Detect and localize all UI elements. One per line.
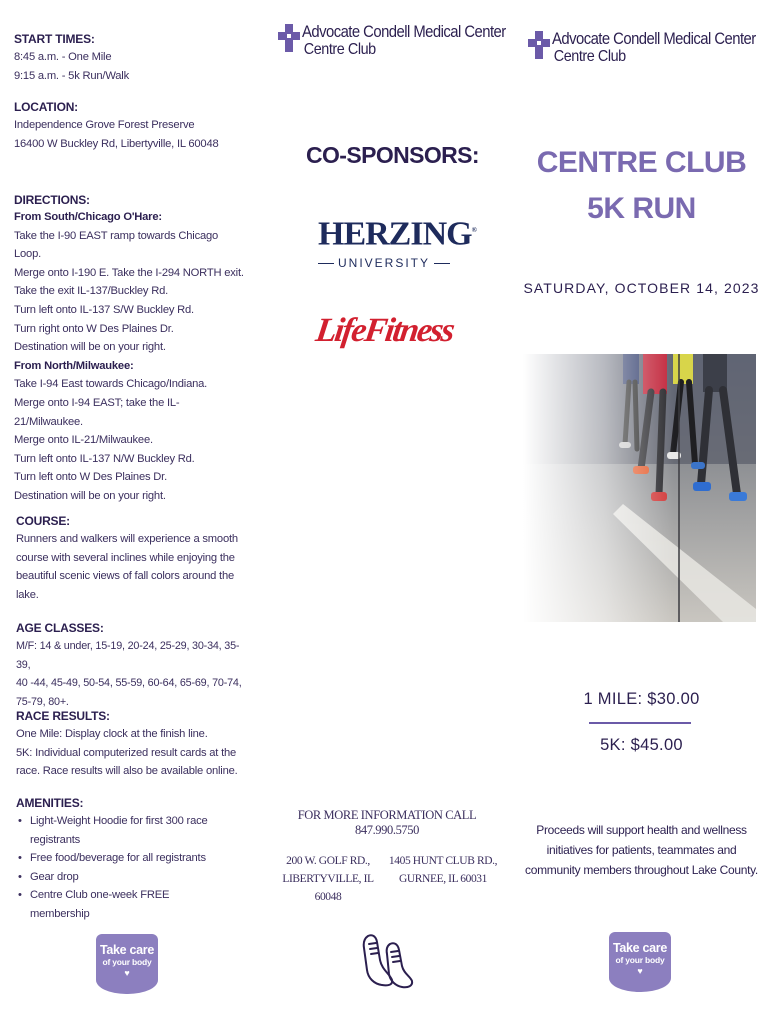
logo-sub: Centre Club (303, 41, 376, 58)
herzing-sub: UNIVERSITY (337, 256, 430, 271)
age-classes-line: 75-79, 80+. (16, 695, 69, 708)
age-classes-line: M/F: 14 & under, 15-19, 20-24, 25-29, 30-34, 35-39, (16, 640, 240, 671)
directions-line: Merge onto I-94 EAST; take the IL-21/Milwaukee. (14, 396, 180, 428)
running-shoes-icon (360, 930, 416, 990)
amenities-section (16, 796, 225, 924)
amenity-item: • Centre Club one-week FREE membership (18, 886, 225, 923)
directions-line: Destination will be on your right. (14, 489, 166, 502)
directions-line: Merge onto I-190 E. Take the I-294 NORTH exit. (14, 266, 244, 279)
event-title-line2: 5K RUN (587, 192, 696, 225)
directions-south-heading: From South/Chicago O'Hare: (14, 211, 162, 223)
race-results-section (16, 709, 247, 781)
directions-line: Turn left onto IL-137 S/W Buckley Rd. (14, 303, 194, 316)
course-heading: COURSE: (16, 514, 70, 528)
directions-line: Turn left onto W Des Plaines Dr. (14, 471, 167, 484)
address-libertyville (268, 852, 388, 906)
left-panel (0, 0, 255, 1024)
badge-line1: Take care (99, 943, 155, 957)
logo-name: Advocate Condell Medical Center (302, 23, 506, 41)
directions-north-heading: From North/Milwaukee: (14, 359, 134, 372)
herzing-name: HERZING (318, 215, 472, 253)
logo-name: Advocate Condell Medical Center (552, 30, 756, 48)
start-times-heading: START TIMES: (14, 32, 95, 46)
proceeds-line: initiatives for patients, teammates and (546, 843, 737, 857)
directions-line: Turn right onto W Des Plaines Dr. (14, 322, 174, 335)
age-classes-line: 40 -44, 45-49, 50-54, 55-59, 60-64, 65-69, 70-74, (16, 677, 242, 690)
course-section (16, 514, 247, 604)
address-gurnee (388, 852, 498, 888)
medical-cross-icon (278, 24, 300, 52)
location-address: 16400 W Buckley Rd, Libertyville, IL 60048 (14, 137, 219, 150)
advocate-logo (528, 31, 770, 65)
age-classes-section (16, 621, 247, 711)
badge-line2: of your body (615, 955, 665, 965)
race-results-line: 5K: Individual computerized result cards at the (16, 746, 237, 759)
location-section (14, 100, 247, 153)
event-date: SATURDAY, OCTOBER 14, 2023 (523, 280, 760, 296)
take-care-badge (96, 934, 158, 994)
price-divider (589, 722, 691, 724)
price-one-mile: 1 MILE: $30.00 (583, 690, 700, 708)
heart-icon: ♥ (124, 968, 130, 978)
directions-line: Take the I-90 EAST ramp towards Chicago Loop. (14, 229, 219, 261)
info-line: FOR MORE INFORMATION CALL 847.990.5750 (297, 808, 477, 837)
registered-mark: ® (471, 226, 476, 234)
race-results-line: One Mile: Display clock at the finish line. (16, 728, 208, 740)
proceeds-line: Proceeds will support health and wellness (536, 823, 747, 837)
start-time-5k: 9:15 a.m. - 5k Run/Walk (14, 69, 129, 82)
runners-photo (523, 354, 756, 622)
right-panel (513, 0, 770, 1024)
middle-panel (258, 0, 513, 1024)
race-results-line: race. Race results will also be available online. (16, 765, 238, 778)
location-heading: LOCATION: (14, 100, 78, 114)
amenities-heading: AMENITIES: (16, 796, 84, 810)
start-time-mile: 8:45 a.m. - One Mile (14, 51, 112, 63)
herzing-logo (318, 212, 476, 271)
proceeds-statement (519, 820, 764, 880)
course-line: beautiful scenic views of fall colors around the (16, 570, 235, 583)
race-results-heading: RACE RESULTS: (16, 709, 110, 723)
advocate-logo (278, 24, 528, 58)
amenity-item: • Free food/beverage for all registrants (18, 849, 225, 868)
event-title-line1: CENTRE CLUB (536, 146, 747, 179)
address-line: LIBERTYVILLE, IL 60048 (282, 873, 374, 903)
location-name: Independence Grove Forest Preserve (14, 119, 195, 131)
amenity-item: • Gear drop (18, 868, 225, 887)
badge-line1: Take care (612, 941, 668, 955)
lifefitness-logo: LifeFitness (313, 312, 456, 349)
amenities-list (16, 812, 225, 924)
runners-photo-illustration (523, 354, 756, 622)
medical-cross-icon (528, 31, 550, 59)
amenity-item: • Light-Weight Hoodie for first 300 race registrants (18, 812, 225, 849)
directions-heading: DIRECTIONS: (14, 193, 90, 207)
directions-line: Merge onto IL-21/Milwaukee. (14, 434, 153, 447)
address-line: 200 W. GOLF RD., (286, 855, 370, 867)
directions-line: Destination will be on your right. (14, 341, 166, 354)
logo-sub: Centre Club (553, 48, 626, 65)
badge-line2: of your body (102, 957, 152, 967)
age-classes-heading: AGE CLASSES: (16, 621, 104, 635)
proceeds-line: community members throughout Lake County. (525, 863, 758, 877)
directions-line: Turn left onto IL-137 N/W Buckley Rd. (14, 452, 195, 465)
heart-icon: ♥ (637, 966, 643, 976)
price-5k: 5K: $45.00 (600, 736, 683, 754)
directions-line: Take the exit IL-137/Buckley Rd. (14, 285, 169, 298)
address-line: 1405 HUNT CLUB RD., (388, 855, 498, 867)
course-line: lake. (16, 588, 39, 601)
start-times-section (14, 32, 247, 85)
course-line: Runners and walkers will experience a smooth (16, 533, 238, 545)
cosponsors-heading: CO-SPONSORS: (306, 142, 479, 168)
directions-line: Take I-94 East towards Chicago/Indiana. (14, 378, 208, 391)
directions-section (14, 193, 247, 506)
address-line: GURNEE, IL 60031 (398, 873, 488, 885)
take-care-badge (609, 932, 671, 992)
course-line: course with several inclines while enjoying the (16, 551, 235, 564)
